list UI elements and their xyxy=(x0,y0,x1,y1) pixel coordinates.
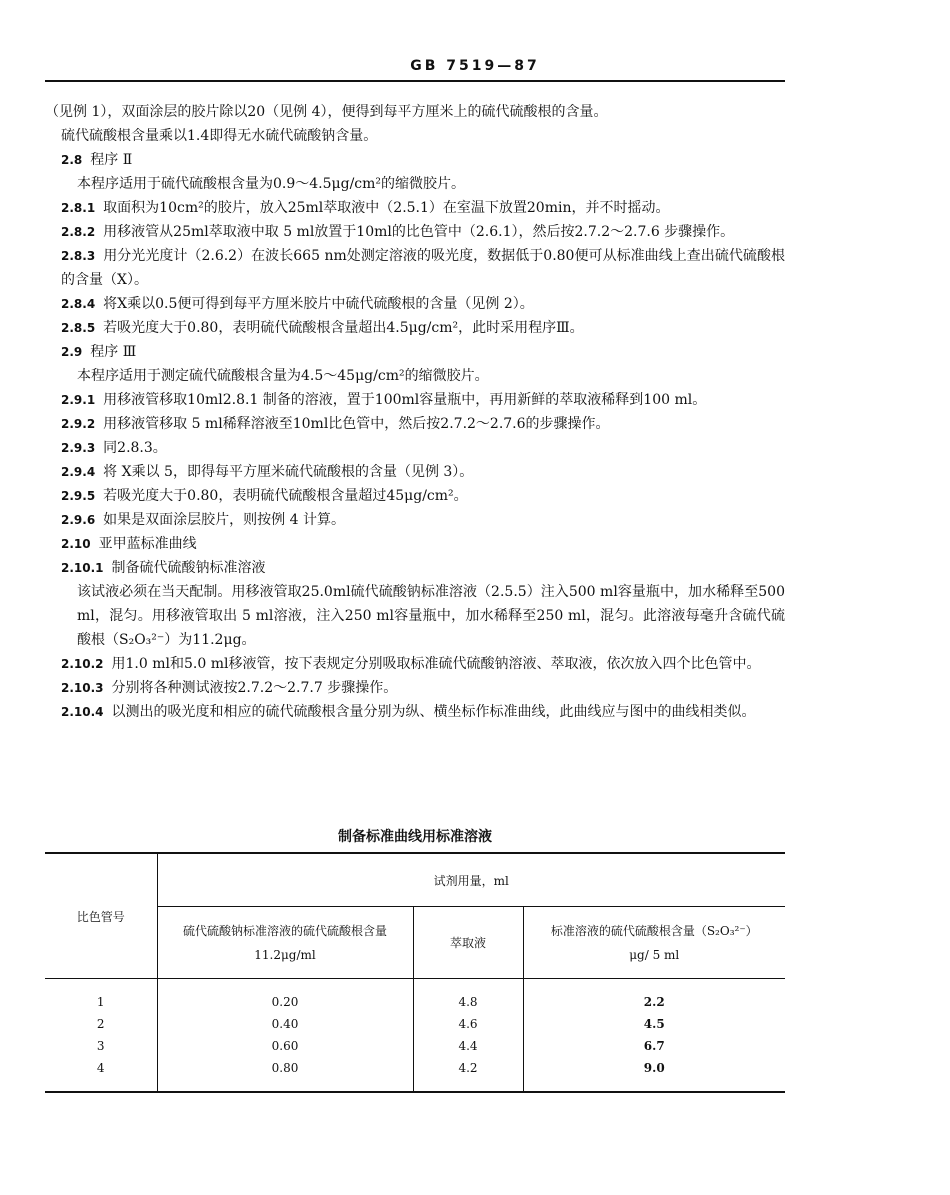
clause-text: 用1.0 ml和5.0 ml移液管，按下表规定分别吸取标准硫代硫酸钠溶液、萃取液，依次放入四个比色管中。 xyxy=(111,656,761,672)
section-heading-2-9 xyxy=(45,340,785,364)
cell-total: 9.0 xyxy=(523,1057,785,1092)
clause-text: 用分光光度计（2.6.2）在波长665 nm处测定溶液的吸光度，数据低于0.80便可从标准曲线上查出硫代硫酸根的含量（X）。 xyxy=(61,248,785,288)
column-group-header: 试剂用量，ml xyxy=(157,853,785,907)
cell-standard: 0.40 xyxy=(157,1013,413,1035)
column-header-total xyxy=(523,907,785,979)
cell-total: 4.5 xyxy=(523,1013,785,1035)
section-number: 2.8 xyxy=(61,153,83,167)
clause-2-9-4 xyxy=(45,460,785,484)
clause-text: 以测出的吸光度和相应的硫代硫酸根含量分别为纵、横坐标作标准曲线，此曲线应与图中的曲线相类似。 xyxy=(111,704,756,720)
paragraph: 该试液必须在当天配制。用移液管取25.0ml硫代硫酸钠标准溶液（2.5.5）注入500 ml容量瓶中，加水稀释至500 ml，混匀。用移液管取出 5 ml溶液，注入250 ml容量瓶中，加水稀释至250 ml，混匀。此溶液每毫升含硫代硫酸根（S₂O₃²⁻）为11.2μg。 xyxy=(77,584,785,648)
clause-2-9-1 xyxy=(45,388,785,412)
clause-number: 2.10.4 xyxy=(61,705,104,719)
standard-number-header: GB 7519—87 xyxy=(410,58,540,74)
header-line: 11.2μg/ml xyxy=(254,947,316,962)
clause-text: 用移液管移取10ml2.8.1 制备的溶液，置于100ml容量瓶中，再用新鲜的萃取液稀释到100 ml。 xyxy=(103,392,707,408)
clause-number: 2.8.2 xyxy=(61,225,96,239)
clause-number: 2.8.3 xyxy=(61,249,96,263)
clause-2-9-6 xyxy=(45,508,785,532)
table-row xyxy=(45,979,785,1014)
column-header-tube: 比色管号 xyxy=(45,853,157,979)
clause-number: 2.9.3 xyxy=(61,441,96,455)
clause-number: 2.8.1 xyxy=(61,201,96,215)
clause-2-10-3 xyxy=(45,676,785,700)
table-row xyxy=(45,1035,785,1057)
clause-text: 如果是双面涂层胶片，则按例 4 计算。 xyxy=(103,512,345,528)
clause-number: 2.8.4 xyxy=(61,297,96,311)
clause-text: 用移液管从25ml萃取液中取 5 ml放置于10ml的比色管中（2.6.1），然后按2.7.2～2.7.6 步骤操作。 xyxy=(103,224,735,240)
clause-number: 2.9.4 xyxy=(61,465,96,479)
clause-2-8-2 xyxy=(45,220,785,244)
section-number: 2.10 xyxy=(61,537,91,551)
clause-2-10-2 xyxy=(45,652,785,676)
clause-text: 将X乘以0.5便可得到每平方厘米胶片中硫代硫酸根的含量（见例 2）。 xyxy=(103,296,534,312)
clause-number: 2.10.2 xyxy=(61,657,104,671)
header-line: 硫代硫酸钠标准溶液的硫代硫酸根含量 xyxy=(182,923,387,938)
clause-text: 用移液管移取 5 ml稀释溶液至10ml比色管中，然后按2.7.2～2.7.6的步骤操作。 xyxy=(103,416,610,432)
section-title: 程序 Ⅲ xyxy=(90,344,137,360)
clause-text: 制备硫代硫酸钠标准溶液 xyxy=(111,560,266,576)
clause-number: 2.8.5 xyxy=(61,321,96,335)
standard-solution-table xyxy=(45,852,785,1093)
cell-tube: 2 xyxy=(45,1013,157,1035)
paragraph: 本程序适用于硫代硫酸根含量为0.9～4.5μg/cm²的缩微胶片。 xyxy=(77,176,466,192)
clause-text: 同2.8.3。 xyxy=(103,440,167,456)
clause-text: 将 X乘以 5，即得每平方厘米硫代硫酸根的含量（见例 3）。 xyxy=(103,464,474,480)
cell-extract: 4.4 xyxy=(413,1035,523,1057)
cell-tube: 3 xyxy=(45,1035,157,1057)
clause-number: 2.9.5 xyxy=(61,489,96,503)
section-heading-2-8 xyxy=(45,148,785,172)
clause-number: 2.9.6 xyxy=(61,513,96,527)
table-row xyxy=(45,1013,785,1035)
header-rule xyxy=(45,80,785,82)
clause-text: 取面积为10cm²的胶片，放入25ml萃取液中（2.5.1）在室温下放置20min，并不时摇动。 xyxy=(103,200,670,216)
table-caption: 制备标准曲线用标准溶液 xyxy=(338,829,492,845)
clause-number: 2.9.2 xyxy=(61,417,96,431)
cell-standard: 0.60 xyxy=(157,1035,413,1057)
section-title: 程序 Ⅱ xyxy=(90,152,133,168)
cell-standard: 0.20 xyxy=(157,979,413,1014)
clause-2-10-4 xyxy=(45,700,785,724)
cell-total: 2.2 xyxy=(523,979,785,1014)
section-title: 亚甲蓝标准曲线 xyxy=(98,536,197,552)
clause-2-8-4 xyxy=(45,292,785,316)
column-header-extract: 萃取液 xyxy=(413,907,523,979)
cell-tube: 4 xyxy=(45,1057,157,1092)
column-header-standard xyxy=(157,907,413,979)
header-line: 标准溶液的硫代硫酸根含量（S₂O₃²⁻） xyxy=(550,923,758,938)
cell-total: 6.7 xyxy=(523,1035,785,1057)
section-number: 2.9 xyxy=(61,345,83,359)
clause-2-9-2 xyxy=(45,412,785,436)
clause-2-8-1 xyxy=(45,196,785,220)
cell-standard: 0.80 xyxy=(157,1057,413,1092)
clause-text: 分别将各种测试液按2.7.2～2.7.7 步骤操作。 xyxy=(111,680,398,696)
paragraph: （见例 1），双面涂层的胶片除以20（见例 4），便得到每平方厘米上的硫代硫酸根的含量。 xyxy=(45,104,608,120)
clause-number: 2.10.3 xyxy=(61,681,104,695)
cell-extract: 4.6 xyxy=(413,1013,523,1035)
clause-2-9-3 xyxy=(45,436,785,460)
header-line: μg/ 5 ml xyxy=(629,947,680,962)
clause-2-8-3 xyxy=(45,244,785,292)
clause-2-8-5 xyxy=(45,316,785,340)
cell-extract: 4.8 xyxy=(413,979,523,1014)
body-text xyxy=(45,100,785,724)
cell-tube: 1 xyxy=(45,979,157,1014)
clause-number: 2.9.1 xyxy=(61,393,96,407)
clause-text: 若吸光度大于0.80，表明硫代硫酸根含量超出4.5μg/cm²，此时采用程序Ⅲ。 xyxy=(103,320,584,336)
clause-2-9-5 xyxy=(45,484,785,508)
table-row xyxy=(45,1057,785,1092)
paragraph: 本程序适用于测定硫代硫酸根含量为4.5～45μg/cm²的缩微胶片。 xyxy=(77,368,489,384)
section-heading-2-10 xyxy=(45,532,785,556)
cell-extract: 4.2 xyxy=(413,1057,523,1092)
clause-number: 2.10.1 xyxy=(61,561,104,575)
clause-text: 若吸光度大于0.80，表明硫代硫酸根含量超过45μg/cm²。 xyxy=(103,488,468,504)
paragraph: 硫代硫酸根含量乘以1.4即得无水硫代硫酸钠含量。 xyxy=(61,128,378,144)
clause-2-10-1 xyxy=(45,556,785,580)
